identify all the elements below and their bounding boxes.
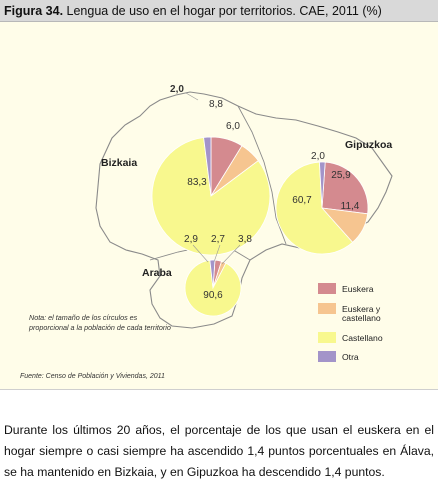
pie-map-chart xyxy=(0,22,438,390)
pies-layer xyxy=(152,84,368,316)
label-leader-line xyxy=(186,93,198,100)
data-label-gipuzkoa-castellano: 60,7 xyxy=(292,195,312,206)
legend-label-euskera: Euskera xyxy=(342,284,374,294)
data-label-araba-castellano: 90,6 xyxy=(203,290,223,301)
data-label-bizkaia-castellano: 83,3 xyxy=(187,177,207,188)
legend-label-euskera-y-castellano-line-2: castellano xyxy=(342,313,381,323)
legend-swatch-euskera xyxy=(318,283,336,294)
data-label-araba-otra: 2,9 xyxy=(184,234,198,245)
data-label-bizkaia-euskera-y-castellano: 6,0 xyxy=(226,121,240,132)
region-label-araba: Araba xyxy=(142,267,172,279)
legend xyxy=(318,283,383,362)
legend-label-otra: Otra xyxy=(342,352,359,362)
legend-label-castellano: Castellano xyxy=(342,333,383,343)
legend-label-euskera-y-castellano-line-1: Euskera y xyxy=(342,304,381,314)
figure-number: Figura 34. xyxy=(4,4,64,18)
data-label-gipuzkoa-euskera-y-castellano: 11,4 xyxy=(340,201,360,212)
region-label-bizkaia: Bizkaia xyxy=(101,157,138,169)
body-paragraph: Durante los últimos 20 años, el porcentaje de los que usan el euskera en el hogar siempre o casi siempre ha ascendido 1,4 puntos porcentuales en Álava, se ha mantenido en Bizkaia, y en Gipuzkoa ha descendido 1,4 puntos. xyxy=(4,423,434,480)
chart-source: Fuente: Censo de Población y Viviendas, 2011 xyxy=(20,373,165,380)
chart-note-line-2: proporcional a la población de cada territorio xyxy=(29,323,171,332)
legend-swatch-otra xyxy=(318,351,336,362)
data-label-bizkaia-otra: 2,0 xyxy=(170,84,184,95)
region-label-gipuzkoa: Gipuzkoa xyxy=(345,139,393,151)
legend-swatch-castellano xyxy=(318,332,336,343)
data-label-gipuzkoa-otra: 2,0 xyxy=(311,151,325,162)
legend-swatch-euskera-y-castellano xyxy=(318,303,336,314)
data-label-araba-euskera: 3,8 xyxy=(238,234,252,245)
figure-title-bar xyxy=(0,0,438,22)
figure-title: Lengua de uso en el hogar por territorios. CAE, 2011 (%) xyxy=(66,4,382,18)
data-label-gipuzkoa-euskera: 25,9 xyxy=(331,170,351,181)
data-label-araba-euskera-y-castellano: 2,7 xyxy=(211,234,225,245)
data-label-bizkaia-euskera: 8,8 xyxy=(209,99,223,110)
chart-note-line-1: Nota: el tamaño de los círculos es xyxy=(29,313,138,322)
